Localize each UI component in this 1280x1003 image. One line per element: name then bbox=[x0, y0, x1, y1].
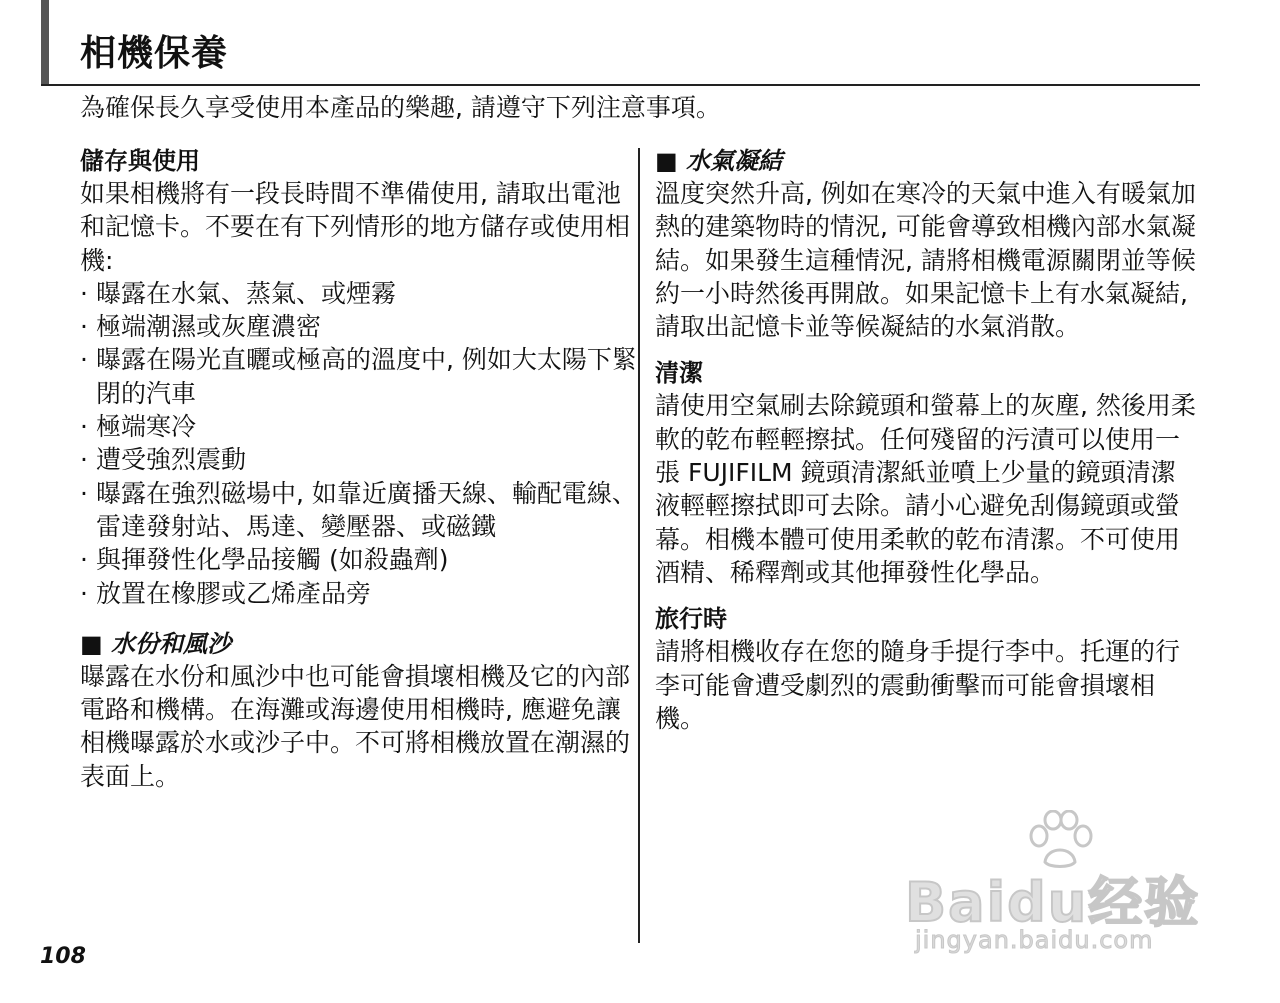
list-item: · 極端寒冷 bbox=[80, 410, 640, 443]
baidu-watermark bbox=[905, 800, 1205, 954]
cleaning-body: 請使用空氣刷去除鏡頭和螢幕上的灰塵, 然後用柔軟的乾布輕輕擦拭。任何殘留的污漬可以使用一張 FUJIFILM 鏡頭清潔紙並噴上少量的鏡頭清潔液輕輕擦拭即可去除。請小心避免刮傷鏡頭或螢幕。相機本體可使用柔軟的乾布清潔。不可使用酒精、稀釋劑或其他揮發性化學品。 bbox=[655, 391, 1196, 587]
storage-body: 如果相機將有一段長時間不準備使用, 請取出電池和記憶卡。不要在有下列情形的地方儲存或使用相機: bbox=[80, 179, 631, 275]
storage-bullet-list bbox=[80, 277, 640, 610]
page-number: 108 bbox=[40, 944, 86, 969]
list-item: · 與揮發性化學品接觸 (如殺蟲劑) bbox=[80, 543, 640, 576]
list-item: · 曝露在強烈磁場中, 如靠近廣播天線、輸配電線、雷達發射站、馬達、變壓器、或磁鐵 bbox=[80, 477, 640, 544]
cleaning-heading: 清潔 bbox=[655, 359, 703, 388]
page-title: 相機保養 bbox=[80, 33, 229, 74]
list-item: · 曝露在水氣、蒸氣、或煙霧 bbox=[80, 277, 640, 310]
travel-body: 請將相機收存在您的隨身手提行李中。托運的行李可能會遭受劇烈的震動衝擊而可能會損壞相機。 bbox=[655, 637, 1181, 733]
intro-text: 為確保長久享受使用本產品的樂趣, 請遵守下列注意事項。 bbox=[80, 93, 721, 122]
condensation-heading: ■ 水氣凝結 bbox=[655, 145, 1200, 177]
list-item: · 極端潮濕或灰塵濃密 bbox=[80, 310, 640, 343]
water-sand-heading: ■ 水份和風沙 bbox=[80, 628, 640, 660]
list-item: · 遭受強烈震動 bbox=[80, 443, 640, 476]
right-column bbox=[655, 145, 1200, 735]
condensation-body: 溫度突然升高, 例如在寒冷的天氣中進入有暖氣加熱的建築物時的情況, 可能會導致相機內部水氣凝結。如果發生這種情況, 請將相機電源關閉並等候約一小時然後再開啟。如果記憶卡上有水氣凝結, 請取出記憶卡並等候凝結的水氣消散。 bbox=[655, 179, 1196, 342]
water-sand-body: 曝露在水份和風沙中也可能會損壞相機及它的內部電路和機構。在海灘或海邊使用相機時, 應避免讓相機曝露於水或沙子中。不可將相機放置在潮濕的表面上。 bbox=[80, 661, 631, 791]
travel-heading: 旅行時 bbox=[655, 605, 727, 634]
baidu-logo: Baidu经验 bbox=[905, 871, 1201, 934]
title-underline bbox=[41, 84, 1200, 86]
list-item: · 曝露在陽光直曬或極高的溫度中, 例如大太陽下緊閉的汽車 bbox=[80, 343, 640, 410]
list-item: · 放置在橡膠或乙烯產品旁 bbox=[80, 577, 640, 610]
title-accent-bar bbox=[41, 0, 49, 84]
column-divider bbox=[638, 148, 640, 943]
storage-heading: 儲存與使用 bbox=[80, 147, 200, 175]
watermark-url: jingyan.baidu.com bbox=[915, 926, 1154, 954]
left-column bbox=[80, 145, 640, 793]
